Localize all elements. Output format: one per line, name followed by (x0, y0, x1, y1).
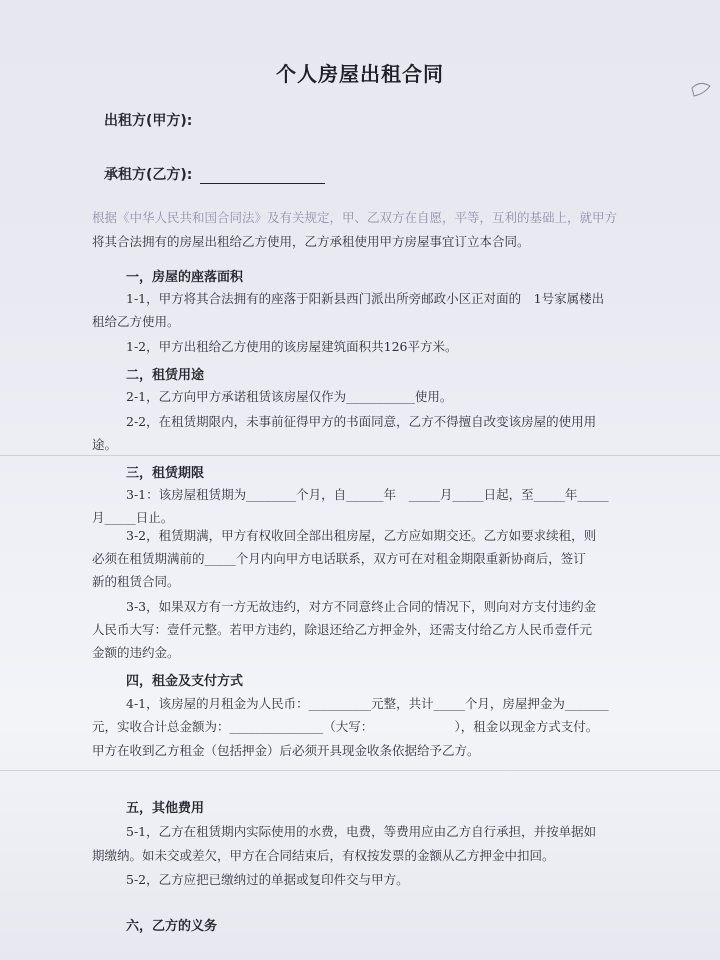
clause-line: 5-1，乙方在租赁期内实际使用的水费，电费，等费用应由乙方自行承担，并按单据如 (126, 824, 597, 839)
section-heading: 四，租金及支付方式 (126, 674, 244, 689)
preamble-line: 根据《中华人民共和国合同法》及有关规定，甲、乙双方在自愿，平等，互利的基础上，就甲方 (92, 210, 618, 225)
lessee-field (104, 164, 325, 184)
clause-line: 金额的违约金。 (92, 645, 180, 660)
lessor-label: 出租方(甲方): (104, 113, 193, 129)
clause-line: 1-1，甲方将其合法拥有的座落于阳新县西门派出所旁邮政小区正对面的 1号家属楼出 (126, 291, 605, 306)
section-heading: 六，乙方的义务 (126, 919, 218, 934)
lessee-label: 承租方(乙方): (104, 167, 193, 183)
preamble-line: 将其合法拥有的房屋出租给乙方使用，乙方承租使用甲方房屋事宜订立本合同。 (92, 234, 530, 249)
clause-line: 3-3，如果双方有一方无故违约，对方不同意终止合同的情况下，则向对方支付违约金 (126, 599, 597, 614)
clause-line: 必须在租赁期满前的_____个月内向甲方电话联系，双方可在对租金期限重新协商后，签订 (92, 551, 586, 566)
clause-line: 期缴纳。如未交或差欠，甲方在合同结束后，有权按发票的金额从乙方押金中扣回。 (92, 848, 555, 863)
lessor-field (104, 110, 192, 130)
paper-fold (0, 455, 720, 456)
clause-line: 4-1，该房屋的月租金为人民币：__________元整，共计_____个月，房屋押金为_______ (126, 696, 609, 711)
clause-line: 1-2，甲方出租给乙方使用的该房屋建筑面积共126平方米。 (126, 339, 458, 354)
clause-line: 人民币大写：壹仟元整。若甲方违约，除退还给乙方押金外，还需支付给乙方人民币壹仟元 (92, 622, 593, 637)
section-heading: 一，房屋的座落面积 (126, 270, 244, 285)
section-heading: 三，租赁期限 (126, 466, 205, 481)
clause-line: 2-1，乙方向甲方承诺租赁该房屋仅作为___________使用。 (126, 389, 453, 404)
clause-line: 3-1：该房屋租赁期为________个月，自______年 _____月_____日起，至_____年_____ (126, 487, 609, 502)
clause-line: 5-2，乙方应把已缴纳过的单据或复印件交与甲方。 (126, 872, 409, 887)
paper-fold (0, 770, 720, 771)
clause-line: 新的租赁合同。 (92, 574, 180, 589)
clause-line: 2-2，在租赁期限内，未事前征得甲方的书面同意，乙方不得擅自改变该房屋的使用用 (126, 414, 597, 429)
clause-line: 途。 (92, 437, 118, 452)
clause-line: 租给乙方使用。 (92, 314, 180, 329)
lessee-signature-line (200, 171, 325, 184)
section-heading: 二，租赁用途 (126, 368, 205, 383)
contract-title: 个人房屋出租合同 (276, 62, 444, 86)
section-heading: 五，其他费用 (126, 801, 205, 816)
clause-line: 元，实收合计总金额为：_______________（大写： ），租金以现金方式支付。 (92, 719, 599, 734)
clause-line: 月_____日止。 (92, 510, 174, 525)
clause-line: 3-2，租赁期满，甲方有权收回全部出租房屋，乙方应如期交还。乙方如要求续租，则 (126, 528, 597, 543)
clause-line: 甲方在收到乙方租金（包括押金）后必须开具现金收条依据给予乙方。 (92, 743, 480, 758)
